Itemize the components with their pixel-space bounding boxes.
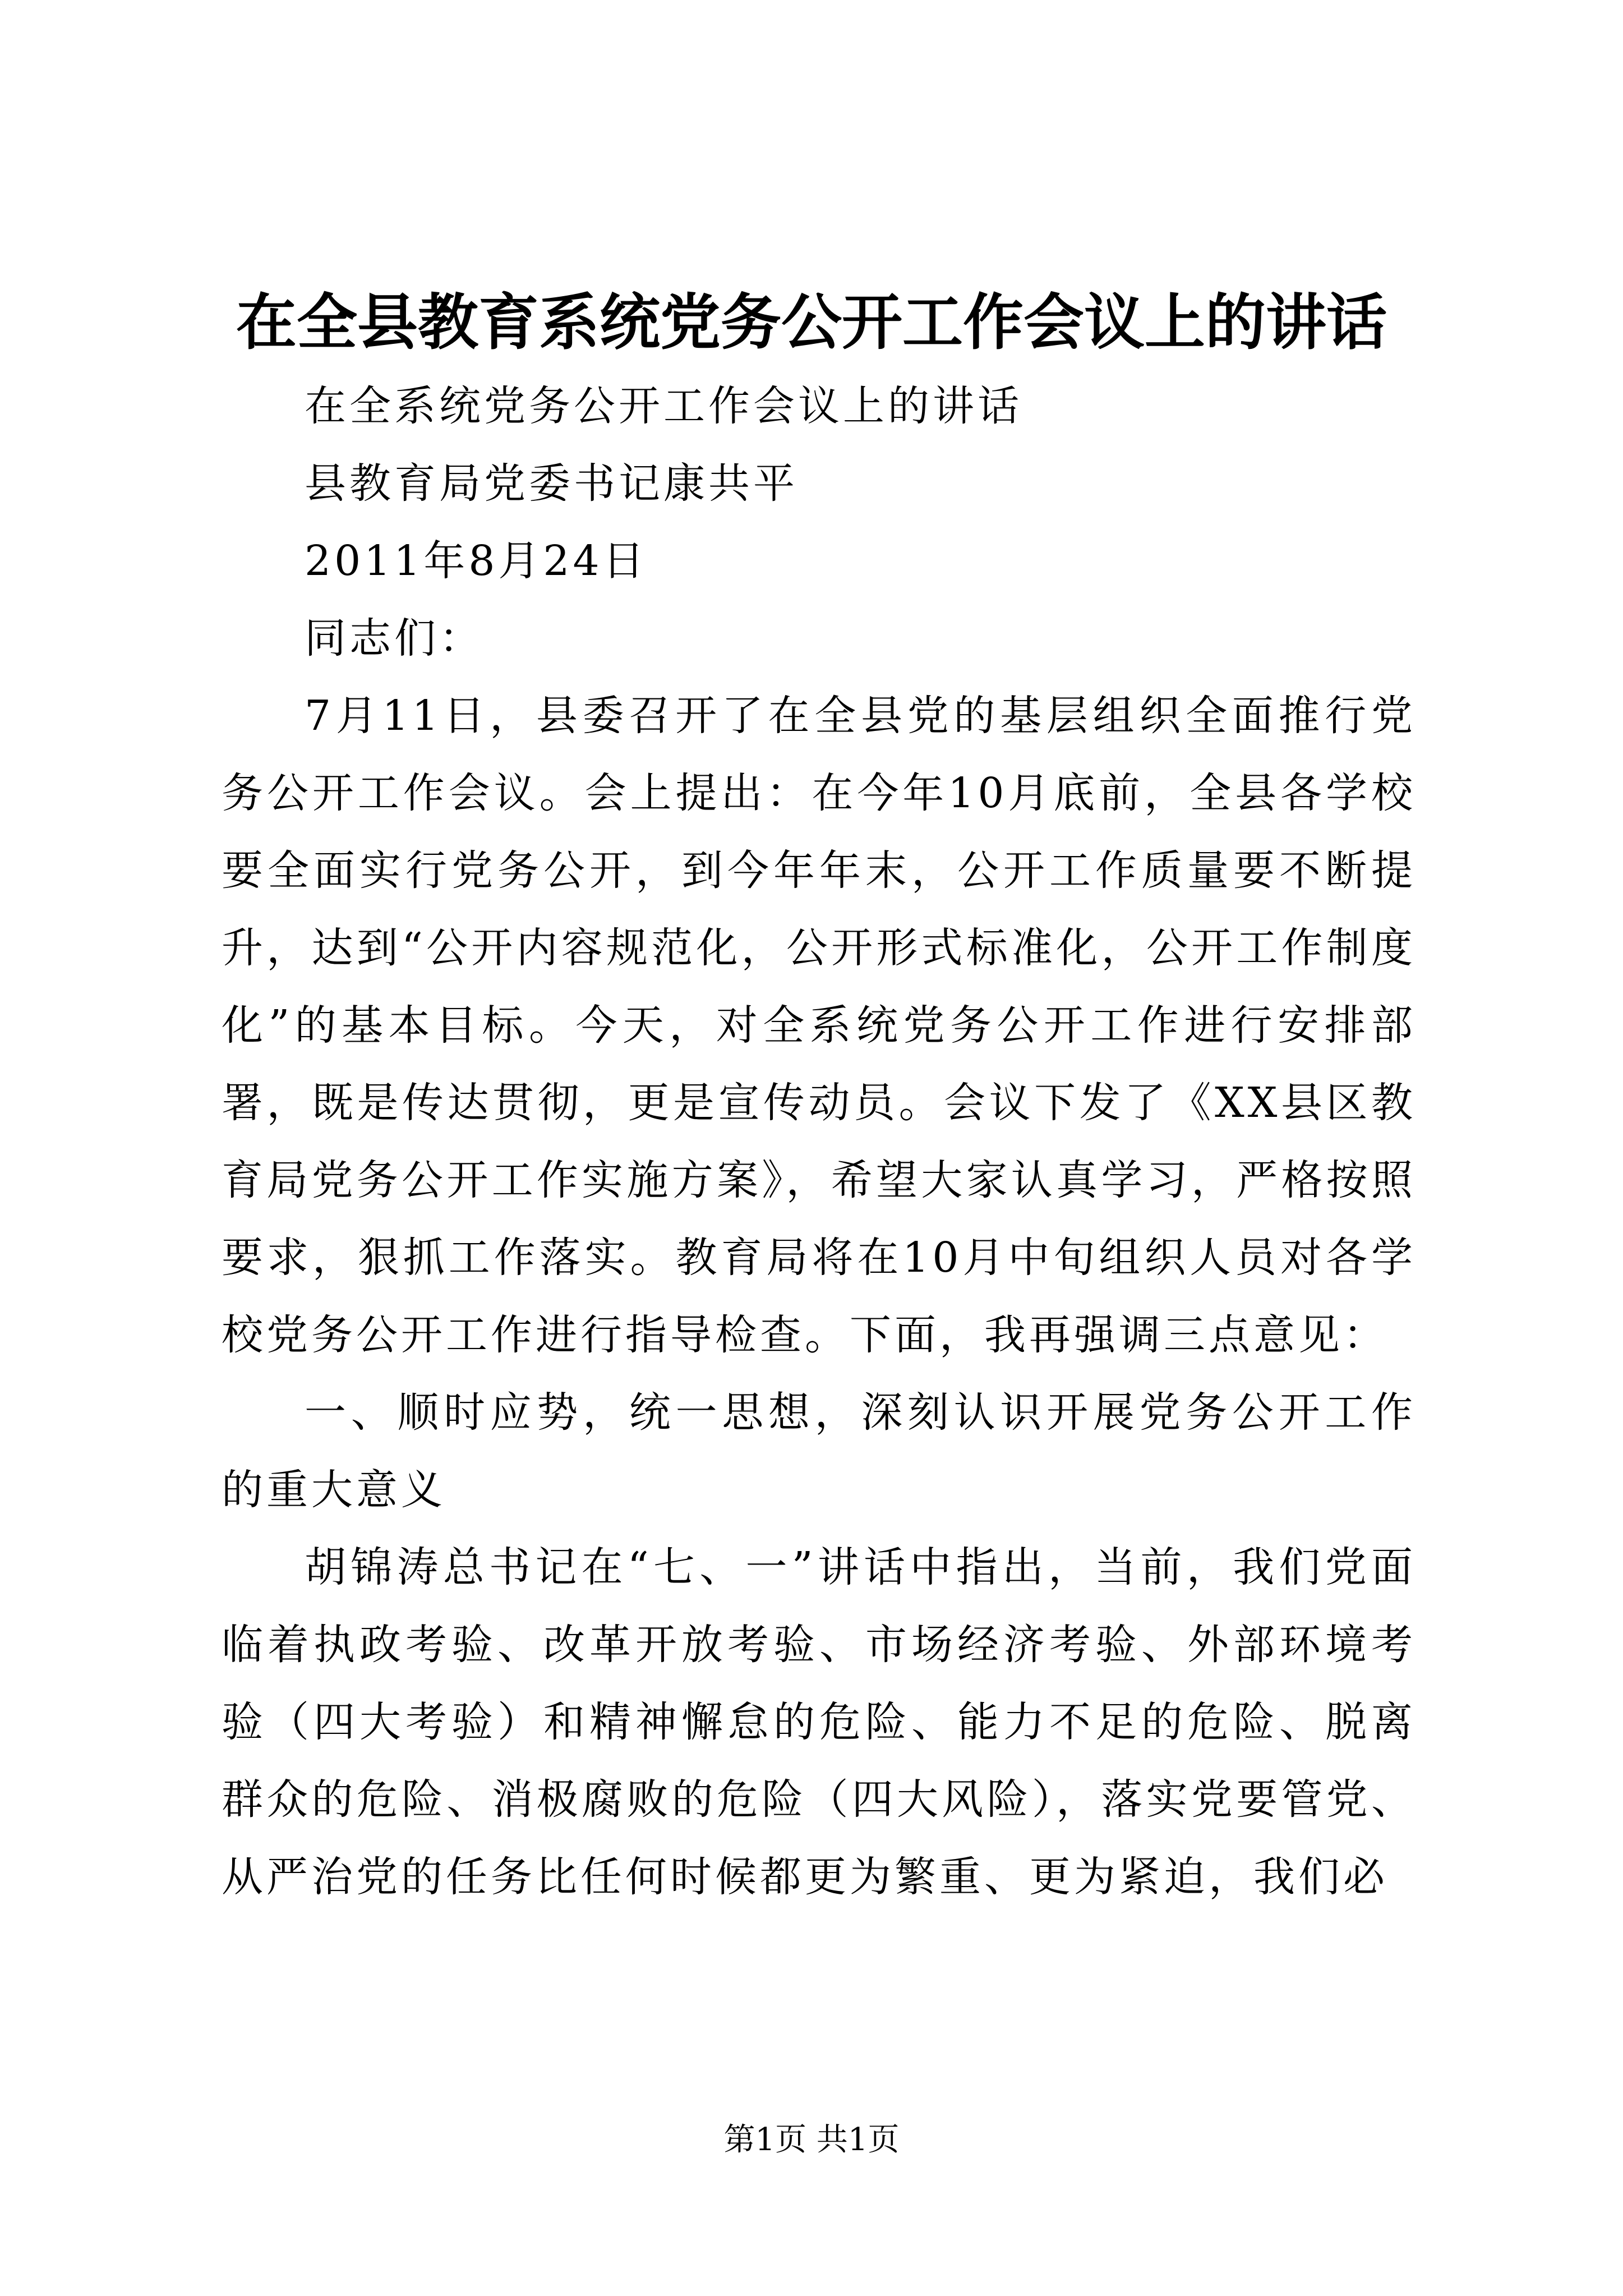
section-heading: 一、顺时应势，统一思想，深刻认识开展党务公开工作的重大意义 [222,1388,1416,1514]
document-title: 在全县教育系统党务公开工作会议上的讲话 [236,287,1387,358]
body-paragraph: 胡锦涛总书记在“七、一”讲话中指出，当前，我们党面临着执政考验、改革开放考验、市场经济考验、外部环境考验（四大考验）和精神懈怠的危险、能力不足的危险、脱离群众的危险、消极腐败的危险（四大风险），落实党要管党、从严治党的任务比任何时候都更为繁重、更为紧迫，我们必 [222,1543,1416,1901]
author-paragraph: 县教育局党委书记康共平 [305,459,798,508]
salutation-paragraph: 同志们： [305,614,484,662]
date-paragraph: 2011年8月24日 [305,537,648,585]
page-footer: 第1页 共1页 [723,2122,900,2158]
document-body [222,367,1416,1916]
body-paragraph: 7月11日，县委召开了在全县党的基层组织全面推行党务公开工作会议。会上提出：在今年10月底前，全县各学校要全面实行党务公开，到今年年末，公开工作质量要不断提升，达到“公开内容规范化，公开形式标准化，公开工作制度化”的基本目标。今天，对全系统党务公开工作进行安排部署，既是传达贯彻，更是宣传动员。会议下发了《XX县区教育局党务公开工作实施方案》，希望大家认真学习，严格按照要求，狠抓工作落实。教育局将在10月中旬组织人员对各学校党务公开工作进行指导检查。下面，我再强调三点意见： [222,692,1416,1359]
subtitle-paragraph: 在全系统党务公开工作会议上的讲话 [305,382,1022,430]
